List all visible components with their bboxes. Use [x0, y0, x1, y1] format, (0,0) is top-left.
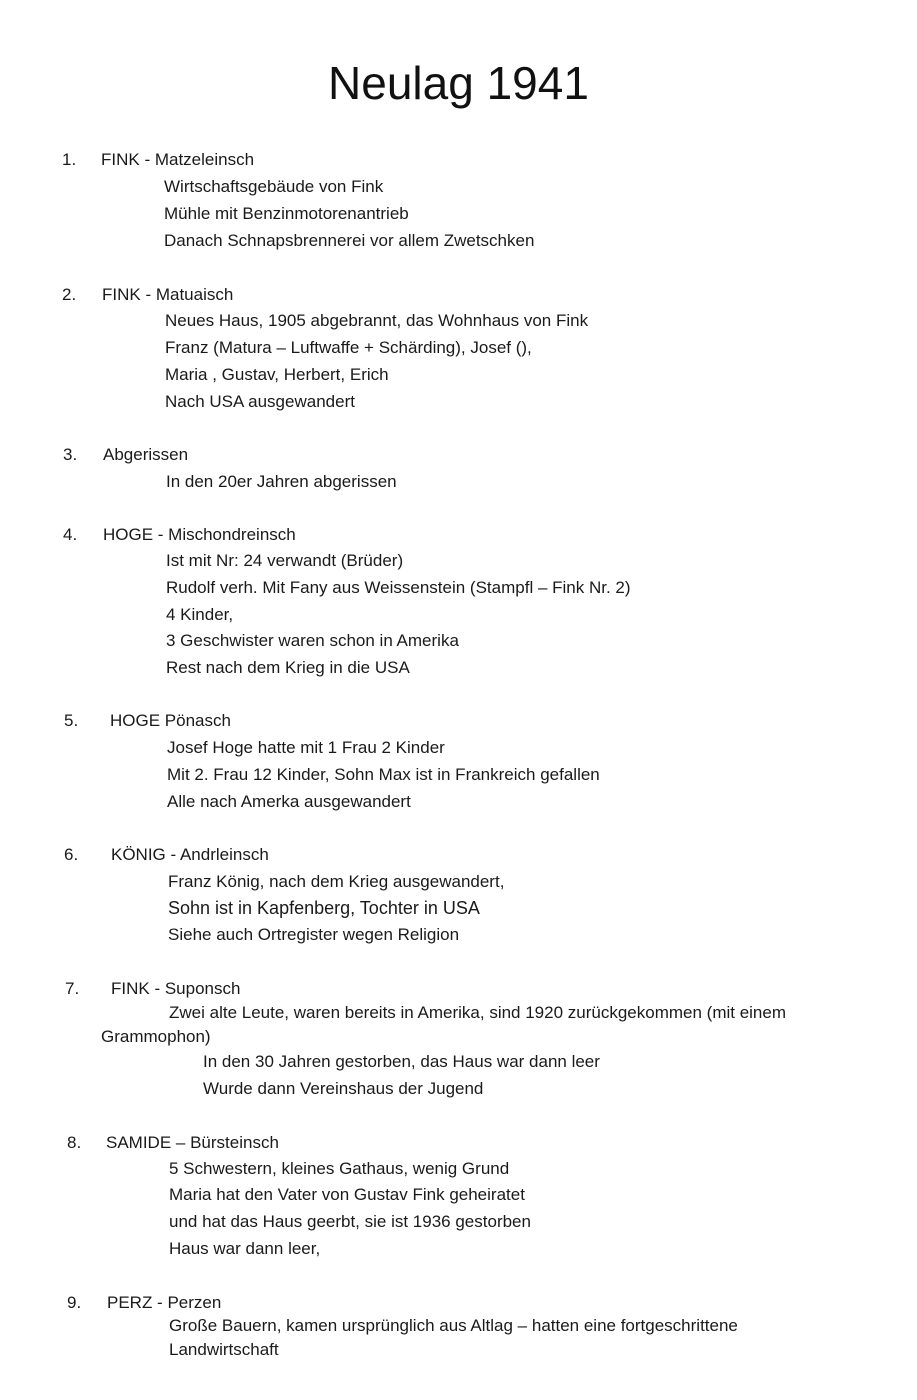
entry-number: 4.	[63, 525, 78, 544]
entry-line: Josef Hoge hatte mit 1 Frau 2 Kinder	[167, 738, 445, 757]
entry-line: Franz König, nach dem Krieg ausgewandert,	[168, 872, 505, 891]
entry-heading: Abgerissen	[103, 445, 189, 464]
entry-heading: FINK - Suponsch	[111, 979, 241, 998]
entry-number: 6.	[64, 845, 79, 864]
entry-heading: FINK - Matuaisch	[102, 285, 234, 304]
entry-number: 5.	[64, 711, 79, 730]
entry-line: Danach Schnapsbrennerei vor allem Zwetschken	[164, 231, 535, 250]
entry-line: Mit 2. Frau 12 Kinder, Sohn Max ist in Frankreich gefallen	[167, 765, 600, 784]
entry-line: Mühle mit Benzinmotorenantrieb	[164, 204, 409, 223]
page-title: Neulag 1941	[328, 57, 589, 109]
entry-line: 3 Geschwister waren schon in Amerika	[166, 631, 459, 650]
entry-line: Nach USA ausgewandert	[165, 392, 355, 411]
entry-number: 1.	[62, 150, 77, 169]
entry-line: Franz (Matura – Luftwaffe + Schärding), Josef (),	[165, 338, 532, 357]
entry-line: Rest nach dem Krieg in die USA	[166, 658, 410, 677]
entry-number: 3.	[63, 445, 78, 464]
entry-heading: SAMIDE – Bürsteinsch	[106, 1133, 279, 1152]
entry-paragraph: Zwei alte Leute, waren bereits in Amerika, sind 1920 zurückgekommen (mit einem Grammophon)	[101, 1003, 787, 1046]
entry-line: Maria , Gustav, Herbert, Erich	[165, 365, 389, 384]
entry-line: In den 30 Jahren gestorben, das Haus war dann leer	[203, 1052, 600, 1071]
entry-number: 2.	[62, 285, 77, 304]
entry-line: 4 Kinder,	[166, 605, 234, 624]
entry-paragraph: Große Bauern, kamen ursprünglich aus Altlag – hatten eine fortgeschrittene Landwirtschaft	[169, 1316, 738, 1359]
entry-line: Rudolf verh. Mit Fany aus Weissenstein (Stampfl – Fink Nr. 2)	[166, 578, 631, 597]
entry-line: Haus war dann leer,	[169, 1239, 321, 1258]
entry-heading: KÖNIG - Andrleinsch	[111, 845, 269, 864]
entry-line: Neues Haus, 1905 abgebrannt, das Wohnhaus von Fink	[165, 311, 589, 330]
entry-number: 8.	[67, 1133, 82, 1152]
entry-heading: HOGE - Mischondreinsch	[103, 525, 296, 544]
entry-line: Maria hat den Vater von Gustav Fink geheiratet	[169, 1185, 525, 1204]
entry-heading: FINK - Matzeleinsch	[101, 150, 255, 169]
entry-line: Alle nach Amerka ausgewandert	[167, 792, 411, 811]
entry-line: Wirtschaftsgebäude von Fink	[164, 177, 384, 196]
entry-line: und hat das Haus geerbt, sie ist 1936 gestorben	[169, 1212, 531, 1231]
entry-line: Ist mit Nr: 24 verwandt (Brüder)	[166, 551, 404, 570]
entry-line: In den 20er Jahren abgerissen	[166, 472, 397, 491]
entry-heading: PERZ - Perzen	[107, 1293, 222, 1312]
entry-line: Sohn ist in Kapfenberg, Tochter in USA	[168, 898, 480, 918]
entry-line: 5 Schwestern, kleines Gathaus, wenig Grund	[169, 1159, 510, 1178]
entry-number: 7.	[65, 979, 80, 998]
entry-number: 9.	[67, 1293, 82, 1312]
entry-line: Wurde dann Vereinshaus der Jugend	[203, 1079, 484, 1098]
entry-line: Siehe auch Ortregister wegen Religion	[168, 925, 460, 944]
entry-heading: HOGE Pönasch	[110, 711, 231, 730]
